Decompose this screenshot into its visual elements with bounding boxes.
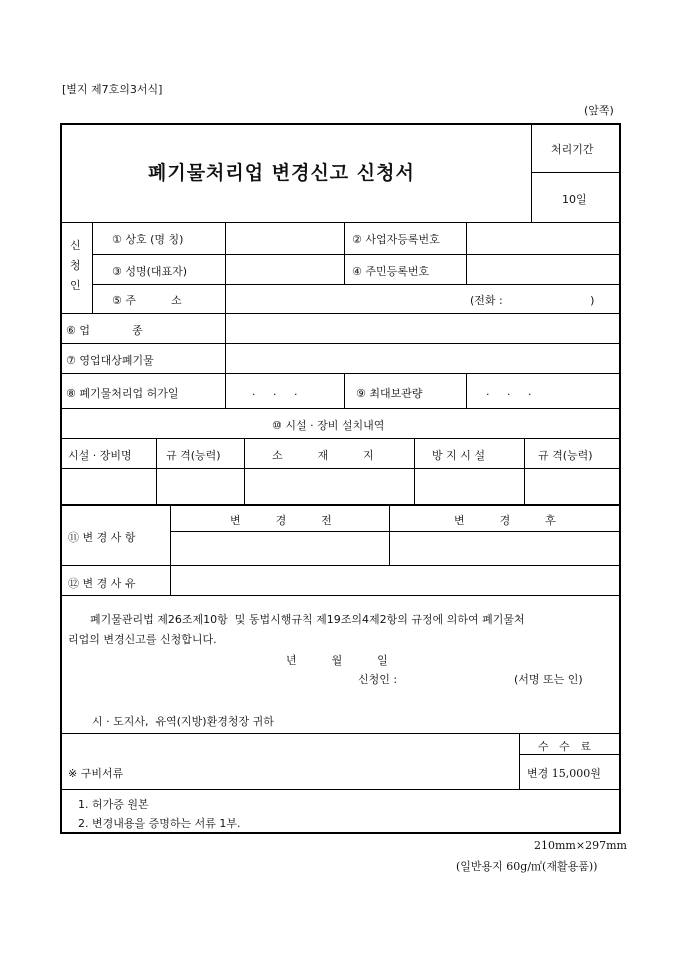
business-type-field[interactable] (227, 315, 618, 341)
change-reason-field[interactable] (172, 567, 618, 593)
page-side: (앞쪽) (584, 104, 614, 117)
resident-reg-field[interactable] (468, 256, 618, 282)
business-type-label: ⑥ 업 종 (66, 324, 143, 337)
fee-value: 변경 15,000원 (527, 767, 601, 780)
form-title: 폐기물처리업 변경신고 신청서 (148, 162, 415, 184)
business-reg-label: ② 사업자등록번호 (352, 233, 440, 246)
facility-section-title: ⑩ 시설 · 장비 설치내역 (272, 419, 385, 432)
facility-col-prevention: 방 지 시 설 (432, 449, 485, 462)
max-storage-label: ⑨ 최대보관량 (356, 387, 423, 400)
phone-label: (전화 : ) (470, 294, 595, 307)
statement-line-2: 리업의 변경신고를 신청합니다. (68, 633, 217, 646)
facility-col-name: 시설 · 장비명 (68, 449, 132, 462)
facility-col-spec: 규 격(능력) (166, 449, 221, 462)
document-item: 2. 변경내용을 증명하는 서류 1부. (78, 817, 241, 830)
change-items-label: ⑪ 변 경 사 항 (68, 531, 136, 544)
facility-col-prevention-spec: 규 격(능력) (538, 449, 593, 462)
facility-col-location: 소 재 지 (272, 449, 374, 462)
address-field[interactable] (227, 286, 467, 311)
paper-size: 210mm×297mm (534, 839, 627, 852)
fee-label: 수 수 료 (538, 740, 591, 753)
facility-row[interactable] (62, 470, 618, 503)
paper-spec: (일반용지 60g/㎡(재활용품)) (456, 860, 598, 873)
document-item: 1. 허가증 원본 (78, 798, 149, 811)
permit-date-value[interactable]: . . . (252, 385, 298, 398)
application-date: 년 월 일 (286, 654, 388, 667)
representative-label: ③ 성명(대표자) (112, 265, 188, 278)
address-label: ⑤ 주 소 (112, 294, 182, 307)
resident-reg-label: ④ 주민등록번호 (352, 265, 430, 278)
processing-label: 처리기간 (551, 143, 594, 156)
signature-hint: (서명 또는 인) (514, 673, 583, 686)
change-reason-label: ⑫ 변 경 사 유 (68, 577, 136, 590)
permit-date-label: ⑧ 폐기물처리업 허가일 (66, 387, 179, 400)
statement-line-1: 폐기물관리법 제26조제10항 및 동법시행규칙 제19조의4제2항의 규정에 의하여 폐기물처 (90, 613, 525, 626)
waste-target-label: ⑦ 영업대상폐기물 (66, 354, 154, 367)
applicant-signature-label: 신청인 : (358, 673, 398, 686)
applicant-group-label: 신 청 인 (70, 239, 81, 292)
business-reg-field[interactable] (468, 224, 618, 252)
representative-field[interactable] (227, 256, 342, 282)
max-storage-value[interactable]: . . . (486, 385, 532, 398)
trade-name-label: ① 상호 (명 칭) (112, 233, 184, 246)
trade-name-field[interactable] (227, 224, 342, 252)
waste-target-field[interactable] (227, 345, 618, 371)
recipient: 시 · 도지사, 유역(지방)환경청장 귀하 (92, 715, 274, 728)
processing-period: 10일 (562, 193, 587, 206)
change-before-header: 변 경 전 (230, 514, 332, 527)
change-after-header: 변 경 후 (454, 514, 556, 527)
documents-title: ※ 구비서류 (68, 767, 124, 780)
form-number: [별지 제7호의3서식] (62, 83, 163, 96)
change-before-field[interactable] (172, 533, 387, 563)
change-after-field[interactable] (391, 533, 618, 563)
